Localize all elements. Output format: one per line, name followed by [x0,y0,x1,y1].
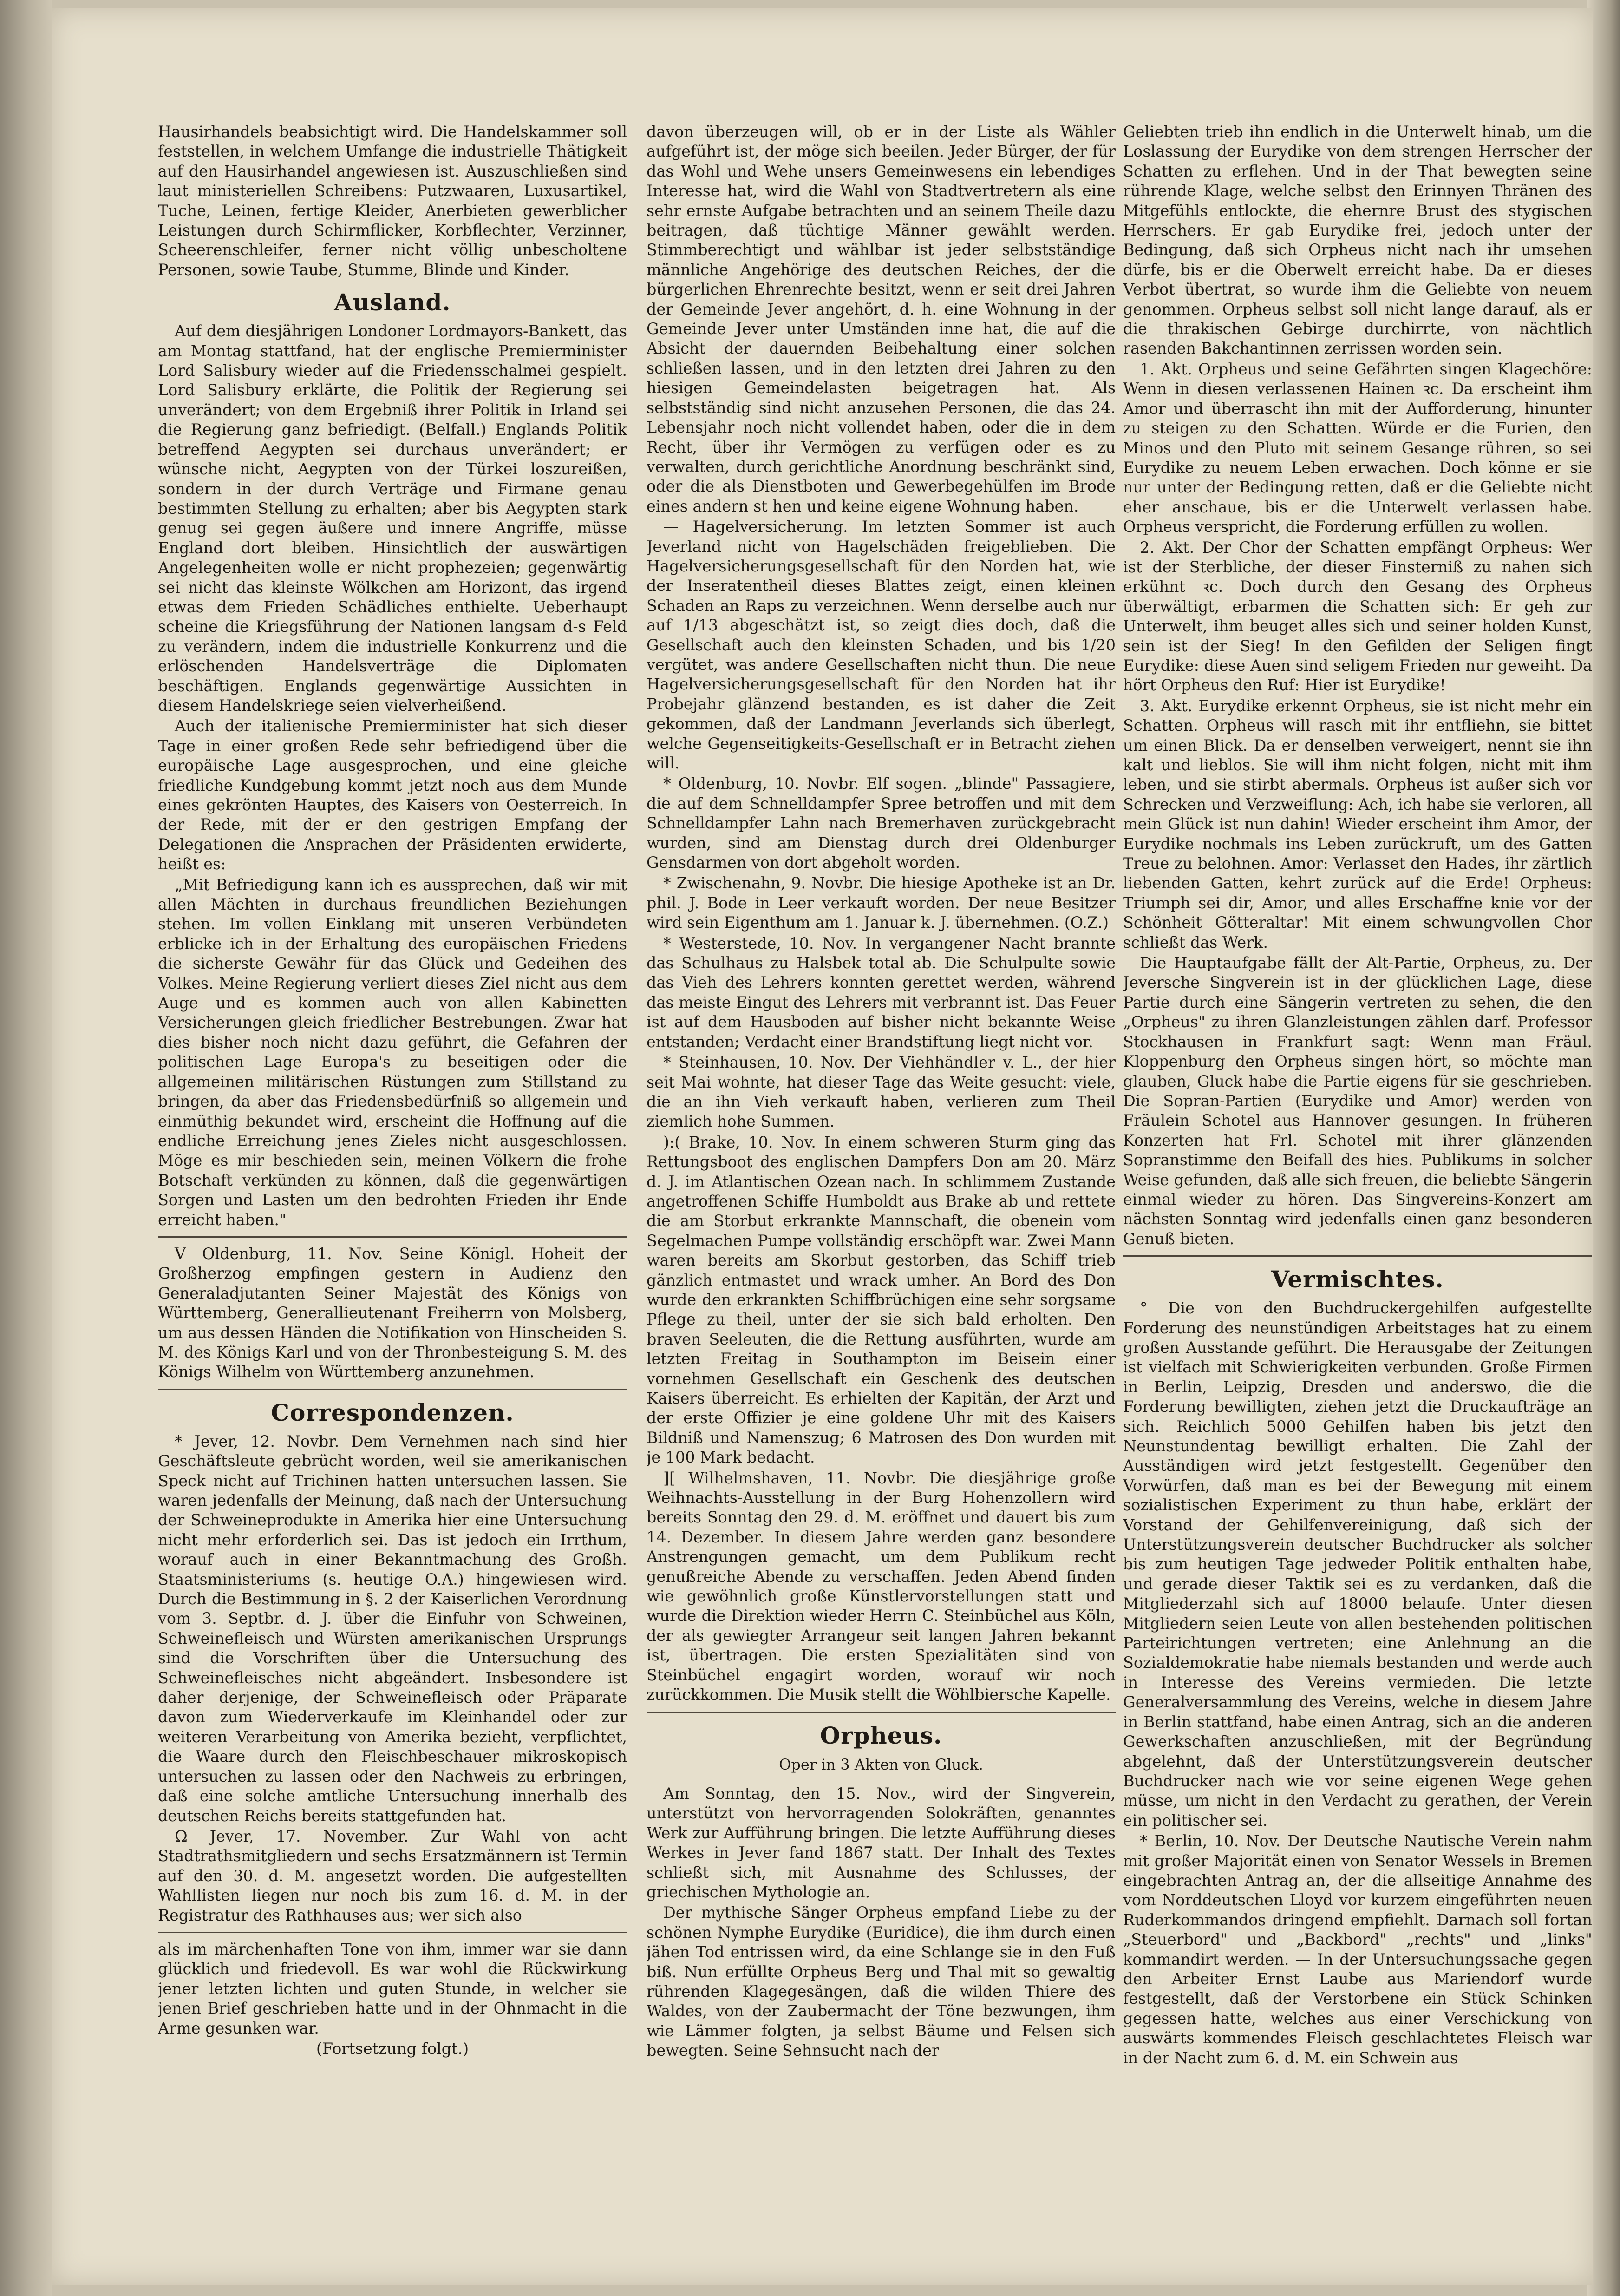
article-jever-wahl: Ω Jever, 17. November. Zur Wahl von acht Stadtrathsmitgliedern und sechs Ersatzmännern ist Termin auf den 30. d. M. angesetzt worden. Die aufgestellten Wahllisten liegen nur noch bis zum 16. d. M. in der Registratur des Rathhauses aus; wer sich also [158,1827,627,1924]
article-wilhelmshaven: ][ Wilhelmshaven, 11. Novbr. Die diesjährige große Weihnachts-Ausstellung in der Burg Hohenzollern wird bereits Sonntag den 29. d. M. eröffnet und dauert bis zum 14. Dezember. In diesem Jahre werden ganz besondere Anstrengungen gemacht, um dem Publikum recht genußreiche Abende zu verschaffen. Jeden Abend finden wie gewöhnlich große Künstlervorstellungen statt und wurde die Direktion wieder Herrn C. Steinbüchel aus Köln, der als gewiegter Arrangeur seit langen Jahren bekannt ist, übertragen. Die ersten Spezialitäten sind von Steinbüchel engagirt worden, worauf wir noch zurückkommen. Die Musik stellt die Wöhlbiersche Kapelle. [647,1469,1116,1704]
article-salisbury: Auf dem diesjährigen Londoner Lordmayors-Bankett, das am Montag stattfand, hat der englische Premierminister Lord Salisbury wieder auf die Friedensschalmei gespielt. Lord Salisbury erklärte, die Politik der Regierung sei unverändert; von dem Ergebniß ihrer Politik in Irland sei die Regierung ganz befriedigt. (Belfall.) Englands Politik betreffend Aegypten sei durchaus unverändert; er wünsche nicht, Aegypten von der Türkei loszureißen, sondern in der durch Verträge und Firmane genau bestimmten Stellung zu erhalten; aber bis Aegypten stark genug sei gegen äußere und innere Angriffe, müsse England dort bleiben. Hinsichtlich der auswärtigen Angelegenheiten wolle er nicht prophezeien; gegenwärtig sei nicht das kleinste Wölkchen am Horizont, das irgend etwas dem Frieden Schädliches enthielte. Ueberhaupt scheine die Kriegsführung der Nationen langsam d-s Feld zu verändern, indem die industrielle Konkurrenz und die erlöschenden Handelsverträge die Diplomaten beschäftigen. Englands gegenwärtige Aussichten in diesem Handelskriege seien vielverheißend. [158,322,627,715]
article-hagelversicherung: — Hagelversicherung. Im letzten Sommer ist auch Jeverland nicht von Hagelschäden freigeblieben. Die Hagelversicherungsgesellschaft für den Norden hat, wie der Inseratentheil dieses Blattes zeigt, einen kleinen Schaden an Raps zu verzeichnen. Wenn derselbe auch nur auf 1/13 abgeschätzt ist, so zeigt dies doch, daß die Gesellschaft auch den kleinsten Schaden, und bis 1/20 vergütet, was andere Gesellschaften nicht thun. Die neue Hagelversicherungsgesellschaft für den Norden hat ihr Probejahr glänzend bestanden, es ist daher die Zeit gekommen, daß der Landmann Jeverlands sich überlegt, welche Gegenseitigkeits-Gesellschaft er in Betracht ziehen will. [647,518,1116,772]
article-oldenburg-audienz: V Oldenburg, 11. Nov. Seine Königl. Hoheit der Großherzog empfingen gestern in Audienz den Generaladjutanten Seiner Majestät des Königs von Württemberg, Generallieutenant Freiherrn von Molsberg, um aus dessen Händen die Notifikation von Hinscheiden S. M. des Königs Karl und von der Thronbesteigung S. M. des Königs Wilhelm von Württemberg anzunehmen. [158,1244,627,1381]
divider [647,1712,1116,1713]
article-orpheus-akt2: 2. Akt. Der Chor der Schatten empfängt Orpheus: Wer ist der Sterbliche, der dieser Finsterniß zu nahen sich erkühnt ꝛc. Doch durch den Gesang des Orpheus überwältigt, erbarmen die Schatten sich: Er geh zur Unterwelt, ihm beuget alles sich und seiner holden Kunst, sein ist der Sieg! In den Gefilden der Seligen fingt Eurydike: diese Auen sind seligem Frieden nur geweiht. Da hört Orpheus den Ruf: Hier ist Eurydike! [1123,538,1592,695]
article-jever-speck: * Jever, 12. Novbr. Dem Vernehmen nach sind hier Geschäftsleute gebrücht worden, weil sie amerikanischen Speck nicht auf Trichinen hatten untersuchen lassen. Sie waren jedenfalls der Meinung, daß nach der Untersuchung der Schweineprodukte in Amerika hier eine Untersuchung nicht mehr erforderlich sei. Das ist jedoch ein Irrthum, worauf auch in einer Bekanntmachung des Großh. Staatsministeriums (s. heutige O.A.) hingewiesen wird. Durch die Bestimmung in §. 2 der Kaiserlichen Verordnung vom 3. Septbr. d. J. über die Einfuhr von Schweinen, Schweinefleisch und Würsten amerikanischen Ursprungs sind die Vorschriften über die Untersuchung des Schweinefleisches nicht abgeändert. Insbesondere ist daher derjenige, der Schweinefleisch oder Präparate davon zum Wiederverkaufe im Kleinhandel oder zur weiteren Verarbeitung von Amerika bezieht, verpflichtet, die Waare durch den Fleischbeschauer mikroskopisch untersuchen zu lassen oder den Nachweis zu erbringen, daß eine solche amtliche Untersuchung innerhalb des deutschen Reichs bereits stattgefunden hat. [158,1432,627,1825]
divider [158,1236,627,1238]
fortsetzung-note: (Fortsetzung folgt.) [316,2039,469,2058]
divider [1123,1255,1592,1257]
orpheus-subtitle: Oper in 3 Akten von Gluck. [779,1755,983,1773]
section-heading-correspondenzen: Correspondenzen. [271,1398,514,1426]
article-emperor-quote: „Mit Befriedigung kann ich es aussprechen, daß wir mit allen Mächten in durchaus freundlichen Beziehungen stehen. Im vollen Einklang mit unseren Verbündeten erblicke ich in der Erhaltung des europäischen Friedens die sicherste Gewähr für das Glück und Gedeihen des Volkes. Meine Regierung verliert dieses Ziel nicht aus dem Auge und es kommen auch von allen Kabinetten Versicherungen gleich friedlicher Bestrebungen. Zwar hat dies bisher noch nicht dazu geführt, die Gefahren der politischen Lage Europa's zu beseitigen oder die allgemeinen militärischen Rüstungen zum Stillstand zu bringen, da aber das Friedensbedürfniß so allgemein und einmüthig bekundet wird, erscheint die Hoffnung auf die endliche Erreichung jenes Zieles nicht ausgeschlossen. Möge es mir beschieden sein, meinen Völkern die frohe Botschaft verkünden zu können, daß die gegenwärtigen Sorgen und Lasten um den bedrohten Frieden ihr Ende erreicht haben." [158,875,627,1229]
section-heading-orpheus: Orpheus. [820,1721,942,1749]
article-hausirhandel-cont: Hausirhandels beabsichtigt wird. Die Handelskammer soll feststellen, in welchem Umfange die industrielle Thätigkeit auf den Hausirhandel angewiesen ist. Auszuschließen sind laut ministeriellen Schreibens: Putzwaaren, Luxusartikel, Tuche, Leinen, fertige Kleider, Anerbieten gewerblicher Leistungen durch Schirmflicker, Korbflechter, Verzinner, Scheerenschleifer, ferner nicht völlig unbescholtene Personen, sowie Taube, Stumme, Blinde und Kinder. [158,123,627,279]
column-2 [647,122,1116,2271]
article-orpheus-akt3: 3. Akt. Eurydike erkennt Orpheus, sie ist nicht mehr ein Schatten. Orpheus will rasch mit ihr entfliehn, sie bittet um einen Blick. Da er denselben verweigert, nennt sie ihn kalt und lieblos. Sie will ihm nicht folgen, nicht mit ihm leben, und sie stirbt abermals. Orpheus ist außer sich vor Schrecken und Verzweiflung: Ach, ich habe sie verloren, all mein Glück ist nun dahin! Wieder erscheint ihm Amor, der Eurydike nochmals ins Leben zurückruft, um des Gatten Treue zu belohnen. Amor: Verlasset den Hades, ihr zärtlich liebenden Gatten, kehrt zurück auf die Erde! Orpheus: Triumph sei dir, Amor, und alles Erschaffne knie vor der Schönheit Götteraltar! Mit einem schwungvollen Chor schließt das Werk. [1123,696,1592,951]
serial-story-text: als im märchenhaften Tone von ihm, immer war sie dann glücklich und friedevoll. Es war wohl die Rückwirkung jener letzten lichten und guten Stunde, in welcher sie jenen Brief geschrieben hatte und in der Ohnmacht in die Arme gesunken war. [158,1940,627,2037]
column-1 [158,122,627,2271]
article-berlin-nautisch: * Berlin, 10. Nov. Der Deutsche Nautische Verein nahm mit großer Majorität einen von Senator Wessels in Bremen eingebrachten Antrag an, der die allseitige Annahme des vom Norddeutschen Lloyd vor kurzem eingeführten neuen Ruderkommandos dringend empfiehlt. Darnach soll fortan „Steuerbord" und „Backbord" „rechts" und „links" kommandirt werden. — In der Untersuchungssache gegen den Arbeiter Ernst Laube aus Mariendorf wurde festgestellt, daß der Verstorbene ein Stück Schinken gegessen hatte, welches aus einer Verschickung von auswärts kommendes Fleisch geschlachtetes Fleisch war in der Nacht zum 6. d. M. ein Schwein aus [1123,1832,1592,2067]
article-orpheus-myth: Der mythische Sänger Orpheus empfand Liebe zu der schönen Nymphe Eurydike (Euridice), die ihm durch einen jähen Tod entrissen wird, da eine Schlange sie in den Fuß biß. Nun erfüllte Orpheus Berg und Thal mit so gewaltig rührenden Klagegesängen, daß die wilden Thiere des Waldes, von der Zaubermacht der Töne bezwungen, ihm wie Lämmer folgten, ja selbst Bäume und Felsen sich bewegten. Seine Sehnsucht nach der [647,1903,1116,2060]
section-heading-vermischtes: Vermischtes. [1271,1266,1444,1293]
article-orpheus-akt1: 1. Akt. Orpheus und seine Gefährten singen Klagechöre: Wenn in diesen verlassenen Hainen ꝛc. Da erscheint ihm Amor und überrascht ihn mit der Aufforderung, hinunter zu steigen zu den Schatten. Würde er die Furien, den Minos und den Pluto mit seinem Gesange rühren, so sei Eurydike zu neuem Leben erwachen. Doch könne er sie nur unter der Bedingung retten, daß er die Geliebte nicht eher anschaue, bis er die Unterwelt verlassen habe. Orpheus verspricht, die Forderung erfüllen zu wollen. [1123,360,1592,536]
article-zwischenahn: * Zwischenahn, 9. Novbr. Die hiesige Apotheke ist an Dr. phil. J. Bode in Leer verkauft worden. Der neue Besitzer wird sein Eigenthum am 1. Januar k. J. übernehmen. (O.Z.) [647,874,1116,932]
article-orpheus-cast: Die Hauptaufgabe fällt der Alt-Partie, Orpheus, zu. Der Jeversche Singverein ist in der glücklichen Lage, diese Partie durch eine Sängerin vertreten zu sehen, die den „Orpheus" zu ihren Glanzleistungen zählen darf. Professor Stockhausen in Frankfurt sagt: Wenn man Fräul. Kloppenburg den Orpheus singen hört, so möchte man glauben, Gluck habe die Partie eigens für sie geschrieben. Die Sopran-Partien (Eurydike und Amor) werden von Fräulein Schotel aus Hannover gesungen. In früheren Konzerten hat Frl. Schotel mit ihrer glänzenden Sopranstimme den Beifall des hies. Publikums in solcher Weise gefunden, daß alle sich freuen, die beliebte Sängerin einmal wieder zu hören. Das Singvereins-Konzert am nächsten Sonntag wird jedenfalls einen ganz besonderen Genuß bieten. [1123,954,1592,1248]
section-heading-ausland: Ausland. [334,289,451,316]
book-binding-shadow [0,0,52,2296]
article-brake: ):( Brake, 10. Nov. In einem schweren Sturm ging das Rettungsboot des englischen Dampfers Don am 20. März d. J. im Atlantischen Ozean nach. In schlimmem Zustande angetroffenen Schiffe Humboldt aus Brake ab und rettete die am Storbut erkrankte Mannschaft, die obenein vom Segelmachen Pumpe vollständig erschöpft war. Zwei Mann waren bereits am Skorbut gestorben, das Schiff trieb gänzlich entmastet und wrack umher. An Bord des Don wurde den erkrankten Schiffbrüchigen eine sehr sorgsame Pflege zu theil, unter der sie sich bald erholten. Den braven Seeleuten, die die Rettung ausführten, wurde am letzten Freitag in Southampton im Beisein einer vornehmen Gesellschaft ein Geschenk des deutschen Kaisers überreicht. Es erhielten der Kapitän, der Arzt und der erste Offizier je eine goldene Uhr mit des Kaisers Bildniß und Namenszug; 6 Matrosen des Don wurden mit je 100 Mark bedacht. [647,1133,1116,1467]
newspaper-page [52,8,1593,2285]
divider [158,1932,627,1933]
article-westerstede: * Westerstede, 10. Nov. In vergangener Nacht brannte das Schulhaus zu Halsbek total ab. Die Schulpulte sowie das Vieh des Lehrers konnten gerettet werden, während das meiste Eingut des Lehrers mit verbrannt ist. Das Feuer ist auf dem Hausboden auf bisher nicht bekannte Weise entstanden; Verdacht einer Brandstiftung liegt nicht vor. [647,934,1116,1051]
article-steinhausen: * Steinhausen, 10. Nov. Der Viehhändler v. L., der hier seit Mai wohnte, hat dieser Tage das Weite gesucht: viele, die an ihn Vieh verkauft haben, verlieren zum Theil ziemlich hohe Summen. [647,1053,1116,1131]
divider [158,1389,627,1390]
article-orpheus-intro: Am Sonntag, den 15. Nov., wird der Singverein, unterstützt von hervorragenden Solokräften, genanntes Werk zur Aufführung bringen. Die letzte Aufführung dieses Werkes in Jever fand 1867 statt. Der Inhalt des Textes schließt sich, mit Ausnahme des Schlusses, der griechischen Mythologie an. [647,1784,1116,1901]
article-jever-wahl-cont: davon überzeugen will, ob er in der Liste als Wähler aufgeführt ist, der möge sich beeilen. Jeder Bürger, der für das Wohl und Wehe unsers Gemeinwesens ein lebendiges Interesse hat, wird die Wahl von Stadtvertretern als eine sehr ernste Aufgabe betrachten und an seinem Theile dazu beitragen, daß tüchtige Männer gewählt werden. Stimmberechtigt und wählbar ist jeder selbstständige männliche Angehörige des deutschen Reiches, der die bürgerlichen Ehrenrechte besitzt, wenn er seit drei Jahren der Gemeinde Jever angehört, d. h. eine Wohnung in der Gemeinde Jever unter Umständen inne hat, die auf die Absicht der dauernden Beibehaltung einer solchen schließen lassen, und in den letzten drei Jahren zu den hiesigen Gemeindelasten beigetragen hat. Als selbstständig sind nicht anzusehen Personen, die das 24. Lebensjahr noch nicht vollendet haben, oder die in dem Recht, über ihr Vermögen zu verfügen oder es zu verwalten, durch gerichtliche Anordnung beschränkt sind, oder die als Dienstboten und Gewerbegehülfen im Brode eines andern st hen und keine eigene Wohnung haben. [647,123,1116,515]
article-buchdrucker: ° Die von den Buchdruckergehilfen aufgestellte Forderung des neunstündigen Arbeitstages hat zu einem großen Ausstande geführt. Die Herausgabe der Zeitungen ist vielfach mit Schwierigkeiten verbunden. Große Firmen in Berlin, Leipzig, Dresden und anderswo, die die Forderung bewilligten, ziehen jetzt die Druckaufträge an sich. Reichlich 5000 Gehilfen haben bis jetzt den Neunstundentag bewilligt erhalten. Die Zahl der Ausständigen wird jetzt festgestellt. Gegenüber den Vorwürfen, daß man es bei der Bewegung mit einem sozialistischen Experiment zu thun habe, erklärt der Vorstand der Gehilfenvereinigung, daß sich der Unterstützungsverein deutscher Buchdrucker als solcher bis zum heutigen Tage jedweder Politik enthalten habe, und gerade dieser Taktik sei es zu verdanken, daß die Mitgliederzahl sich auf 18000 belaufe. Unter diesen Mitgliedern seien Leute von allen bestehenden politischen Parteirichtungen vertreten; eine Anlehnung an die Sozialdemokratie habe niemals bestanden und werde auch in Interesse des Vereins vermieden. Die letzte Generalversammlung des Vereins, welche in diesem Jahre in Berlin stattfand, habe einen Antrag, sich an die anderen Gewerkschaften anzuschließen, mit der Begründung abgelehnt, daß der Unterstützungsverein deutscher Buchdrucker nach wie vor seine eigenen Wege gehen müsse, um nicht in den Verdacht zu gerathen, der Verein ein politischer sei. [1123,1299,1592,1830]
column-3 [1123,122,1592,2271]
article-orpheus-myth-cont: Geliebten trieb ihn endlich in die Unterwelt hinab, um die Loslassung der Eurydike von dem strengen Herrscher der Schatten zu erflehen. Und in der That bewegten seine rührende Klage, welche selbst den Erinnyen Thränen des Mitgefühls entlockte, die ehernre Brust des stygischen Herrschers. Er gab Eurydike frei, jedoch unter der Bedingung, daß sich Orpheus nicht nach ihr umsehen dürfe, bis er die Oberwelt erreicht habe. Da er dieses Verbot übertrat, so wurde ihm die Geliebte von neuem genommen. Orpheus selbst soll nicht lange darauf, als er die thrakischen Gebirge durchirrte, von nächtlich rasenden Bakchantinnen zerrissen worden sein. [1123,123,1592,358]
article-italy: Auch der italienische Premierminister hat sich dieser Tage in einer großen Rede sehr befriedigend über die europäische Lage ausgesprochen, und eine gleiche friedliche Kundgebung kommt jetzt noch aus dem Munde eines gekrönten Hauptes, des Kaisers von Oesterreich. In der Rede, mit der er den gestrigen Empfang der Delegationen die Ansprachen der Präsidenten erwiderte, heißt es: [158,717,627,873]
article-oldenburg-passagiere: * Oldenburg, 10. Novbr. Elf sogen. „blinde" Passagiere, die auf dem Schnelldampfer Spree betroffen und mit dem Schnelldampfer Lahn nach Bremerhaven zurückgebracht wurden, sind am Dienstag durch drei Oldenburger Gensdarmen von dort abgeholt worden. [647,774,1116,872]
